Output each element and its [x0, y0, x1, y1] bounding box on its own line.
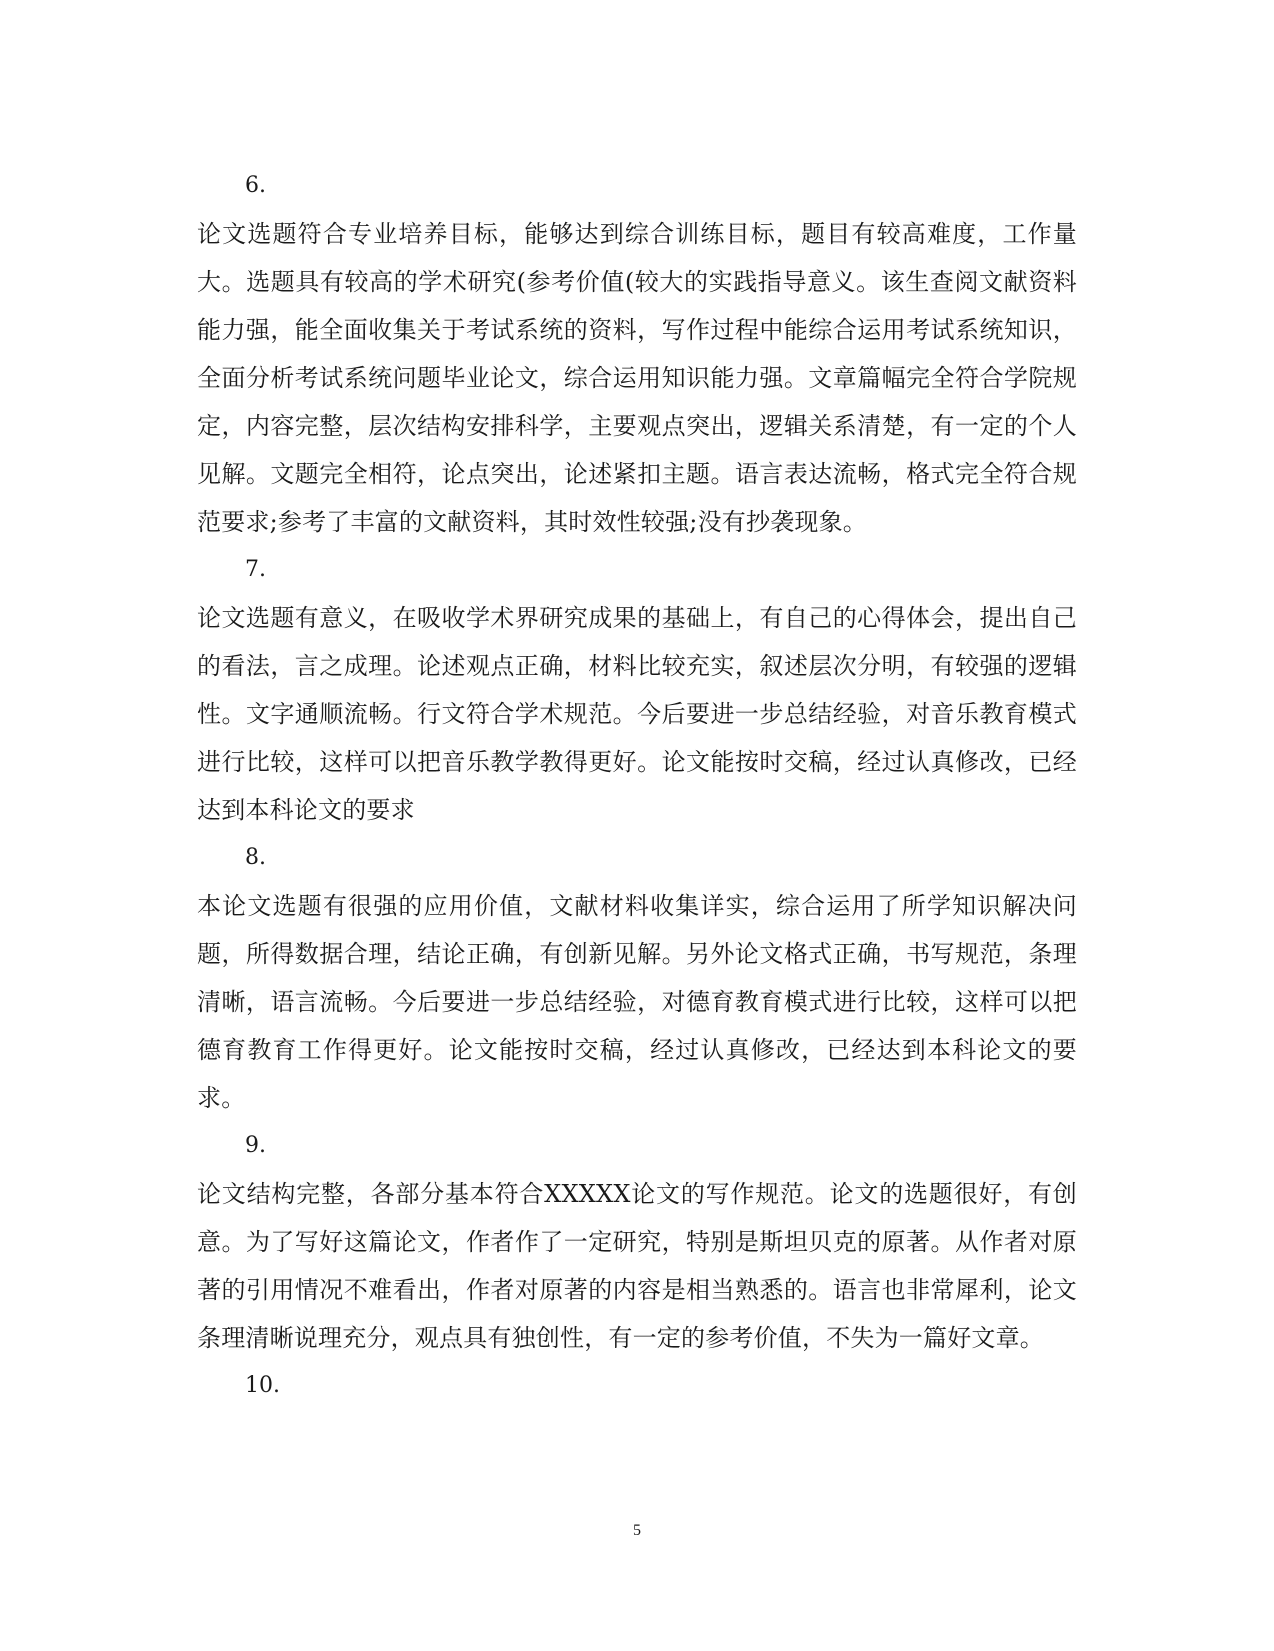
item-number-7: 7.	[245, 557, 266, 582]
item-number-10: 10.	[245, 1373, 280, 1398]
item-number-8: 8.	[245, 845, 266, 870]
item-number-9: 9.	[245, 1133, 266, 1158]
document-body	[197, 162, 1077, 1410]
item-text-6: 论文选题符合专业培养目标，能够达到综合训练目标，题目有较高难度，工作量大。选题具有较高的学术研究(参考价值(较大的实践指导意义。该生查阅文献资料能力强，能全面收集关于考试系统的资料，写作过程中能综合运用考试系统知识，全面分析考试系统问题毕业论文，综合运用知识能力强。文章篇幅完全符合学院规定，内容完整，层次结构安排科学，主要观点突出，逻辑关系清楚，有一定的个人见解。文题完全相符，论点突出，论述紧扣主题。语言表达流畅，格式完全符合规范要求;参考了丰富的文献资料，其时效性较强;没有抄袭现象。	[197, 220, 1077, 536]
item-text-9: 论文结构完整，各部分基本符合XXXXX论文的写作规范。论文的选题很好，有创意。为了写好这篇论文，作者作了一定研究，特别是斯坦贝克的原著。从作者对原著的引用情况不难看出，作者对原著的内容是相当熟悉的。语言也非常犀利，论文条理清晰说理充分，观点具有独创性，有一定的参考价值，不失为一篇好文章。	[197, 1180, 1077, 1352]
page-number: 5	[633, 1522, 641, 1539]
item-number-6: 6.	[245, 173, 266, 198]
item-text-7: 论文选题有意义，在吸收学术界研究成果的基础上，有自己的心得体会，提出自己的看法，言之成理。论述观点正确，材料比较充实，叙述层次分明，有较强的逻辑性。文字通顺流畅。行文符合学术规范。今后要进一步总结经验，对音乐教育模式进行比较，这样可以把音乐教学教得更好。论文能按时交稿，经过认真修改，已经达到本科论文的要求	[197, 604, 1077, 824]
item-text-8: 本论文选题有很强的应用价值，文献材料收集详实，综合运用了所学知识解决问题，所得数据合理，结论正确，有创新见解。另外论文格式正确，书写规范，条理清晰，语言流畅。今后要进一步总结经验，对德育教育模式进行比较，这样可以把德育教育工作得更好。论文能按时交稿，经过认真修改，已经达到本科论文的要求。	[197, 892, 1077, 1112]
